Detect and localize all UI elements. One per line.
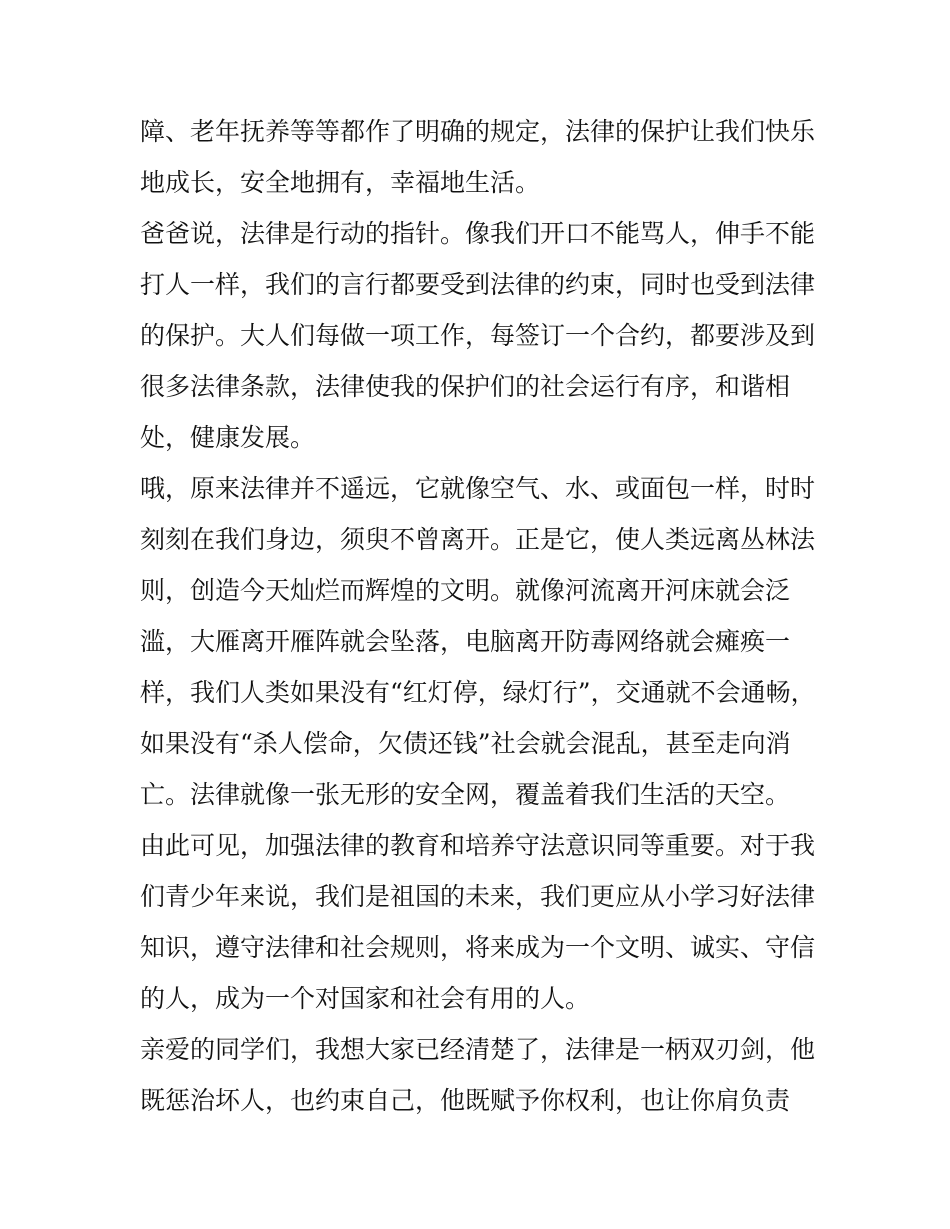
text-line: 处，健康发展。 [140,423,316,452]
text-line: 刻刻在我们身边，须臾不曾离开。正是它，使人类远离丛林法 [140,525,816,554]
text-line: 由此可见，加强法律的教育和培养守法意识同等重要。对于我 [140,831,816,860]
text-line: 样，我们人类如果没有“红灯停，绿灯行”，交通就不会通畅， [140,678,816,707]
text-line: 既惩治坏人，也约束自己，他既赋予你权利，也让你肩负责 [140,1086,791,1115]
text-line: 的保护。大人们每做一项工作，每签订一个合约，都要涉及到 [140,321,816,350]
text-line: 打人一样，我们的言行都要受到法律的约束，同时也受到法律 [140,270,816,299]
text-line: 哦，原来法律并不遥远，它就像空气、水、或面包一样，时时 [140,474,816,503]
text-line: 障、老年抚养等等都作了明确的规定，法律的保护让我们快乐 [140,117,816,146]
text-line: 亲爱的同学们，我想大家已经清楚了，法律是一柄双刃剑，他 [140,1035,816,1064]
text-line: 爸爸说，法律是行动的指针。像我们开口不能骂人，伸手不能 [140,219,816,248]
text-line: 则，创造今天灿烂而辉煌的文明。就像河流离开河床就会泛 [140,576,791,605]
text-line: 如果没有“杀人偿命，欠债还钱”社会就会混乱，甚至走向消 [140,729,791,758]
text-line: 亡。法律就像一张无形的安全网，覆盖着我们生活的天空。 [140,780,791,809]
text-line: 地成长，安全地拥有，幸福地生活。 [140,168,541,197]
text-line: 滥，大雁离开雁阵就会坠落，电脑离开防毒网络就会瘫痪一 [140,627,791,656]
text-line: 知识，遵守法律和社会规则，将来成为一个文明、诚实、守信 [140,933,816,962]
text-line: 很多法律条款，法律使我的保护们的社会运行有序，和谐相 [140,372,791,401]
body-text [140,106,820,1126]
text-line: 们青少年来说，我们是祖国的未来，我们更应从小学习好法律 [140,882,816,911]
text-line: 的人，成为一个对国家和社会有用的人。 [140,984,591,1013]
